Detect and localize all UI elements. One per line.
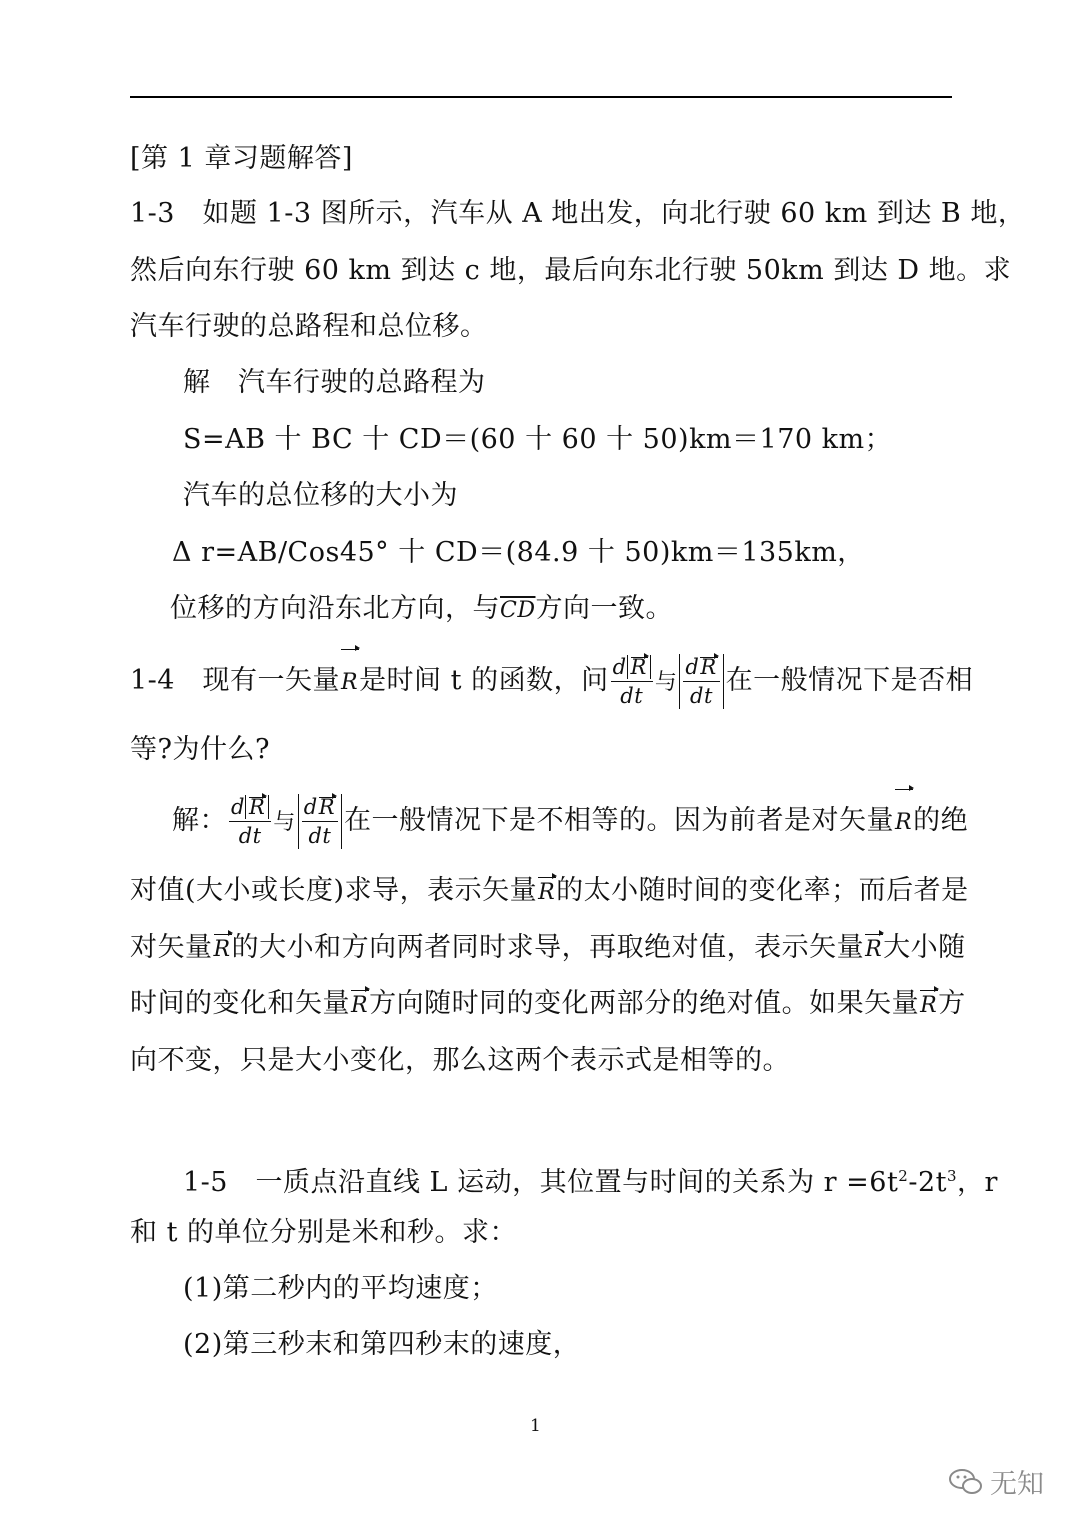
solution-1-3-path-equation: S=AB 十 BC 十 CD＝(60 十 60 十 50)km＝170 km； [183, 424, 893, 455]
solution-1-3-displacement-equation: Δ r=AB/Cos45° 十 CD＝(84.9 十 50)km＝135km， [172, 537, 865, 568]
solution-1-4-line-5: 向不变，只是大小变化，那么这两个表示式是相等的。 [130, 1045, 790, 1076]
problem-1-4-line-1 [130, 646, 973, 718]
problem-1-4-line-2: 等?为什么? [130, 734, 270, 765]
solution-1-3-displacement-intro: 汽车的总位移的大小为 [183, 480, 458, 511]
problem-1-3-line-1: 1-3 如题 1-3 图所示，汽车从 A 地出发，向北行驶 60 km 到达 B 地， [130, 198, 1026, 229]
direction-text-a: 位移的方向沿东北方向，与 [170, 593, 500, 624]
solution-1-3-intro: 解 汽车行驶的总路程为 [183, 367, 486, 398]
chat-bubble-icon [948, 1467, 984, 1497]
solution-1-4-line-4: 时间的变化和矢量R方向随时同的变化两部分的绝对值。如果矢量R方 [130, 987, 966, 1023]
problem-1-3-line-3: 汽车行驶的总路程和总位移。 [130, 311, 488, 342]
solution-1-3-direction [170, 592, 673, 628]
fraction-abs-dr-dt: $\frac{dR}{dt}$ [679, 654, 723, 709]
section-heading: [第 1 章习题解答] [130, 143, 353, 174]
solution-1-4-line-3: 对矢量R的大小和方向两者同时求导，再取绝对值，表示矢量R大小随 [130, 931, 966, 967]
fraction-d-abs-r-dt: $\frac{\text{d R}}{dt}$ [611, 656, 653, 707]
direction-text-b: 方向一致。 [535, 593, 673, 624]
problem-1-5-question-2: (2)第三秒末和第四秒末的速度， [183, 1329, 581, 1360]
problem-1-5-line-2: 和 t 的单位分别是米和秒。求： [130, 1217, 518, 1248]
vector-cd: $\overline{CD}$ [500, 598, 536, 623]
problem-1-4-label: 1-4 现有一矢量 [130, 665, 340, 696]
vector-r: R [340, 648, 359, 718]
problem-1-3-line-2: 然后向东行驶 60 km 到达 c 地，最后向东北行驶 50km 到达 D 地。求 [130, 255, 1012, 286]
problem-1-5-line-1: 1-5 一质点沿直线 L 运动，其位置与时间的关系为 $r =6t^2-2t^3$，r [183, 1167, 998, 1198]
fraction-abs-dr-dt-solution: $\frac{dR}{dt}$ [298, 794, 342, 849]
watermark [948, 1462, 1044, 1501]
conjunction-yu: 与 [654, 670, 678, 695]
problem-1-5-question-1: (1)第二秒内的平均速度； [183, 1273, 498, 1304]
watermark-text: 无知 [990, 1469, 1044, 1500]
header-rule [130, 96, 952, 98]
solution-1-4-line-1: 解： $\frac{\text{d R}}{dt}$ 与 $\frac{dR}{dt}$ 在一般情况下是不相等的。因为前者是对矢量R的绝 [172, 786, 968, 858]
problem-1-4-mid: 是时间 t 的函数，问 [359, 665, 609, 696]
problem-1-4-tail: 在一般情况下是否相 [725, 665, 974, 696]
fraction-d-abs-r-dt-solution: $\frac{\text{d R}}{dt}$ [229, 796, 271, 847]
solution-label: 解： [172, 805, 227, 836]
solution-1-4-line-2: 对值(大小或长度)求导，表示矢量R的太小随时间的变化率；而后者是 [130, 874, 969, 910]
page-number: 1 [530, 1416, 541, 1436]
